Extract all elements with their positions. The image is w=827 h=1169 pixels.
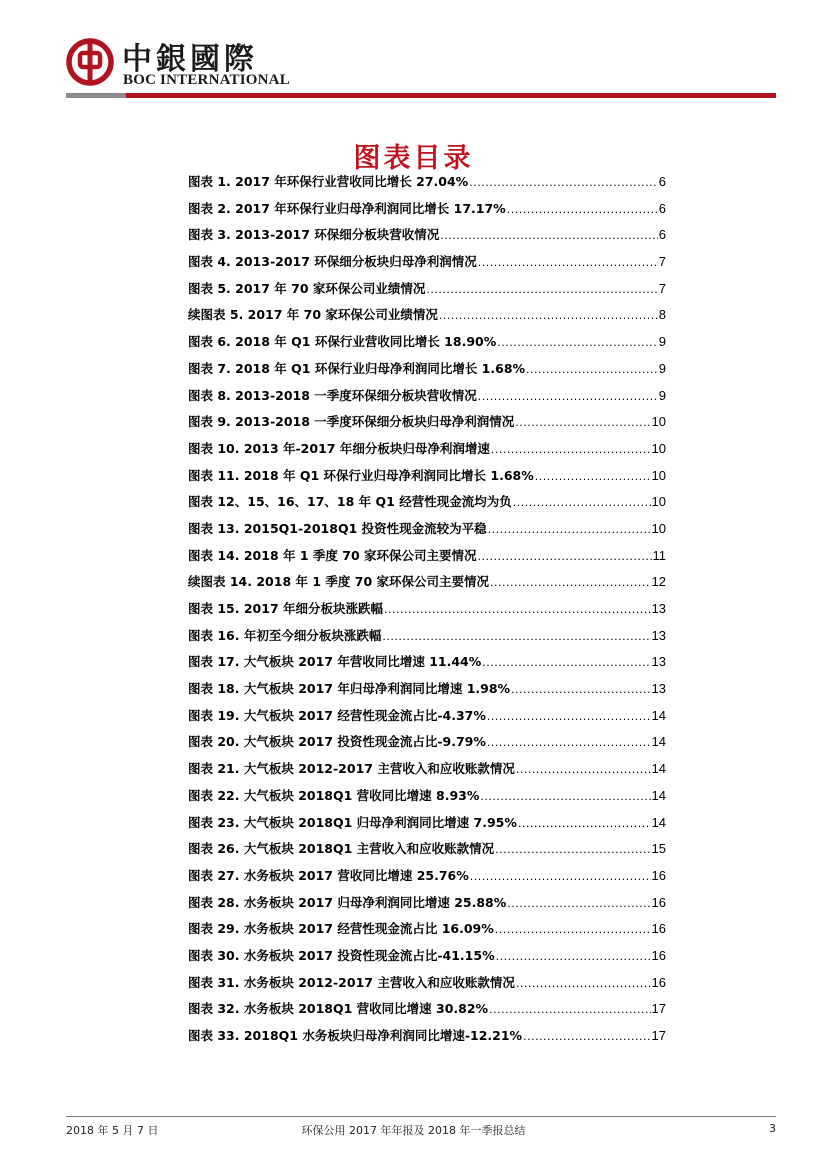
page-title: 图表目录 xyxy=(353,143,474,175)
toc-entry-label: 图表 12、15、16、17、18 年 Q1 经营性现金流均为负 xyxy=(188,494,512,510)
toc-entry-page: 10 xyxy=(651,467,666,483)
toc-entry-label: 图表 21. 大气板块 2012-2017 主营收入和应收账款情况 xyxy=(188,761,515,777)
toc-entry-label: 图表 26. 大气板块 2018Q1 主营收入和应收账款情况 xyxy=(188,841,495,857)
toc-leader-dots xyxy=(513,496,651,509)
logo-english-text: BOC INTERNATIONAL xyxy=(123,72,290,88)
toc-entry[interactable] xyxy=(188,626,666,653)
toc-entry-page: 9 xyxy=(658,360,666,376)
toc-entry[interactable] xyxy=(188,252,666,279)
toc-entry[interactable] xyxy=(188,572,666,599)
toc-entry-page: 6 xyxy=(658,227,666,243)
header-rule-grey xyxy=(66,93,126,98)
toc-entry[interactable] xyxy=(188,546,666,573)
boc-logo-icon xyxy=(66,38,114,86)
toc-entry-page: 12 xyxy=(651,574,666,590)
toc-entry-page: 16 xyxy=(651,974,666,990)
footer-page-number: 3 xyxy=(769,1122,776,1135)
toc-leader-dots xyxy=(497,336,658,349)
footer-date: 2018 年 5 月 7 日 xyxy=(66,1124,159,1137)
toc-entry[interactable] xyxy=(188,973,666,1000)
toc-entry-page: 13 xyxy=(651,601,666,616)
toc-entry[interactable] xyxy=(188,786,666,813)
toc-entry-page: 10 xyxy=(651,414,666,430)
toc-entry-label: 图表 28. 水务板块 2017 归母净利润同比增速 25.88% xyxy=(188,894,507,910)
toc-entry-page: 7 xyxy=(658,280,666,296)
header-rule-red xyxy=(126,93,776,98)
boc-international-logo xyxy=(66,38,300,90)
toc-leader-dots xyxy=(523,1030,650,1043)
toc-entry[interactable] xyxy=(188,813,666,840)
toc-entry[interactable] xyxy=(188,679,666,706)
toc-entry[interactable] xyxy=(188,439,666,466)
toc-entry-page: 15 xyxy=(651,841,666,857)
toc-entry-label: 图表 10. 2013 年-2017 年细分板块归母净利润增速 xyxy=(188,440,490,456)
toc-leader-dots xyxy=(440,229,657,242)
toc-entry-label: 图表 2. 2017 年环保行业归母净利润同比增长 17.17% xyxy=(188,200,506,216)
toc-entry-page: 10 xyxy=(651,440,666,456)
toc-entry[interactable] xyxy=(188,279,666,306)
toc-leader-dots xyxy=(439,309,658,322)
toc-leader-dots xyxy=(491,443,651,456)
toc-entry-page: 16 xyxy=(651,947,666,963)
toc-leader-dots xyxy=(507,203,658,216)
toc-entry-label: 图表 29. 水务板块 2017 经营性现金流占比 16.09% xyxy=(188,921,494,937)
toc-leader-dots xyxy=(535,470,651,483)
toc-entry-page: 13 xyxy=(651,654,666,670)
toc-entry-label: 图表 18. 大气板块 2017 年归母净利润同比增速 1.98% xyxy=(188,681,511,697)
toc-leader-dots xyxy=(470,870,651,883)
toc-leader-dots xyxy=(495,843,650,856)
toc-entry-page: 16 xyxy=(651,921,666,937)
toc-leader-dots xyxy=(496,950,651,963)
toc-entry-label: 图表 20. 大气板块 2017 投资性现金流占比-9.79% xyxy=(188,734,486,750)
toc-entry[interactable] xyxy=(188,866,666,893)
logo-chinese-text: 中銀國際 xyxy=(122,42,258,77)
toc-entry-label: 续图表 5. 2017 年 70 家环保公司业绩情况 xyxy=(188,307,438,323)
toc-leader-dots xyxy=(507,897,650,910)
toc-entry-page: 9 xyxy=(658,334,666,350)
toc-entry-page: 17 xyxy=(651,1028,666,1043)
toc-entry-label: 图表 3. 2013-2017 环保细分板块营收情况 xyxy=(188,227,440,243)
toc-entry-page: 14 xyxy=(651,814,666,830)
toc-leader-dots xyxy=(487,736,651,749)
toc-entry-label: 图表 4. 2013-2017 环保细分板块归母净利润情况 xyxy=(188,254,477,270)
toc-entry[interactable] xyxy=(188,893,666,920)
toc-entry-label: 图表 17. 大气板块 2017 年营收同比增速 11.44% xyxy=(188,654,482,670)
toc-entry-page: 16 xyxy=(651,894,666,910)
toc-leader-dots xyxy=(526,363,658,376)
toc-leader-dots xyxy=(487,710,651,723)
toc-entry-label: 图表 15. 2017 年细分板块涨跌幅 xyxy=(188,601,383,616)
footer-rule xyxy=(66,1116,776,1117)
toc-entry-page: 6 xyxy=(658,174,666,189)
toc-entry[interactable] xyxy=(188,225,666,252)
toc-entry-label: 图表 14. 2018 年 1 季度 70 家环保公司主要情况 xyxy=(188,547,477,563)
toc-leader-dots xyxy=(480,790,650,803)
toc-leader-dots xyxy=(384,603,651,616)
toc-entry-label: 图表 30. 水务板块 2017 投资性现金流占比-41.15% xyxy=(188,947,495,963)
toc-entry-label: 图表 22. 大气板块 2018Q1 营收同比增速 8.93% xyxy=(188,787,480,803)
toc-entry-page: 16 xyxy=(651,867,666,883)
toc-entry[interactable] xyxy=(188,172,666,199)
toc-entry[interactable] xyxy=(188,599,666,626)
toc-leader-dots xyxy=(516,977,651,990)
toc-entry-label: 图表 9. 2013-2018 一季度环保细分板块归母净利润情况 xyxy=(188,414,515,430)
toc-entry-page: 10 xyxy=(651,494,666,510)
toc-entry-page: 13 xyxy=(651,627,666,643)
toc-entry-page: 7 xyxy=(658,254,666,270)
toc-entry[interactable] xyxy=(188,386,666,413)
toc-entry[interactable] xyxy=(188,466,666,493)
toc-leader-dots xyxy=(478,256,658,269)
toc-leader-dots xyxy=(516,763,651,776)
toc-leader-dots xyxy=(515,416,650,429)
toc-leader-dots xyxy=(478,390,658,403)
toc-entry[interactable] xyxy=(188,706,666,733)
toc-entry-label: 图表 8. 2013-2018 一季度环保细分板块营收情况 xyxy=(188,387,477,403)
toc-entry-label: 图表 31. 水务板块 2012-2017 主营收入和应收账款情况 xyxy=(188,974,515,990)
toc-entry[interactable] xyxy=(188,946,666,973)
toc-entry[interactable] xyxy=(188,839,666,866)
toc-entry[interactable] xyxy=(188,519,666,546)
toc-entry-label: 图表 13. 2015Q1-2018Q1 投资性现金流较为平稳 xyxy=(188,520,487,536)
toc-leader-dots xyxy=(482,656,650,669)
toc-entry-page: 10 xyxy=(651,520,666,536)
table-of-figures xyxy=(188,172,666,1053)
toc-leader-dots xyxy=(426,283,657,296)
toc-entry-page: 14 xyxy=(651,761,666,777)
toc-entry-label: 图表 33. 2018Q1 水务板块归母净利润同比增速-12.21% xyxy=(188,1028,523,1043)
footer-report-title: 环保公用 2017 年年报及 2018 年一季报总结 xyxy=(301,1124,526,1137)
toc-entry-page: 14 xyxy=(651,707,666,723)
toc-entry[interactable] xyxy=(188,359,666,386)
toc-leader-dots xyxy=(478,550,652,563)
toc-entry[interactable] xyxy=(188,492,666,519)
toc-entry[interactable] xyxy=(188,412,666,439)
toc-entry-label: 图表 1. 2017 年环保行业营收同比增长 27.04% xyxy=(188,174,469,189)
toc-entry[interactable] xyxy=(188,1026,666,1053)
toc-entry-label: 图表 16. 年初至今细分板块涨跌幅 xyxy=(188,627,382,643)
toc-entry-label: 图表 6. 2018 年 Q1 环保行业营收同比增长 18.90% xyxy=(188,334,497,350)
toc-entry-page: 14 xyxy=(651,734,666,750)
toc-entry-page: 8 xyxy=(658,307,666,323)
toc-entry[interactable] xyxy=(188,199,666,226)
toc-leader-dots xyxy=(469,176,658,189)
toc-entry-label: 图表 11. 2018 年 Q1 环保行业归母净利润同比增长 1.68% xyxy=(188,467,534,483)
toc-leader-dots xyxy=(495,923,651,936)
toc-leader-dots xyxy=(518,817,651,830)
toc-entry-page: 14 xyxy=(651,787,666,803)
toc-entry-label: 图表 32. 水务板块 2018Q1 营收同比增速 30.82% xyxy=(188,1001,489,1017)
toc-entry-label: 图表 7. 2018 年 Q1 环保行业归母净利润同比增长 1.68% xyxy=(188,360,526,376)
toc-entry-page: 11 xyxy=(652,547,666,563)
toc-entry[interactable] xyxy=(188,919,666,946)
toc-entry[interactable] xyxy=(188,732,666,759)
toc-entry[interactable] xyxy=(188,332,666,359)
toc-entry-page: 13 xyxy=(651,681,666,697)
toc-entry[interactable] xyxy=(188,305,666,332)
toc-entry[interactable] xyxy=(188,759,666,786)
toc-leader-dots xyxy=(489,1003,650,1016)
toc-leader-dots xyxy=(382,630,650,643)
toc-entry-label: 图表 27. 水务板块 2017 营收同比增速 25.76% xyxy=(188,867,469,883)
toc-leader-dots xyxy=(511,683,650,696)
toc-entry-label: 图表 19. 大气板块 2017 经营性现金流占比-4.37% xyxy=(188,707,486,723)
toc-entry-label: 图表 23. 大气板块 2018Q1 归母净利润同比增速 7.95% xyxy=(188,814,517,830)
toc-leader-dots xyxy=(490,576,651,589)
toc-leader-dots xyxy=(488,523,651,536)
toc-entry-label: 续图表 14. 2018 年 1 季度 70 家环保公司主要情况 xyxy=(188,574,489,590)
toc-entry[interactable] xyxy=(188,999,666,1026)
toc-entry-page: 9 xyxy=(658,387,666,403)
toc-entry[interactable] xyxy=(188,652,666,679)
toc-entry-page: 17 xyxy=(651,1001,666,1017)
toc-entry-label: 图表 5. 2017 年 70 家环保公司业绩情况 xyxy=(188,280,426,296)
toc-entry-page: 6 xyxy=(658,200,666,216)
